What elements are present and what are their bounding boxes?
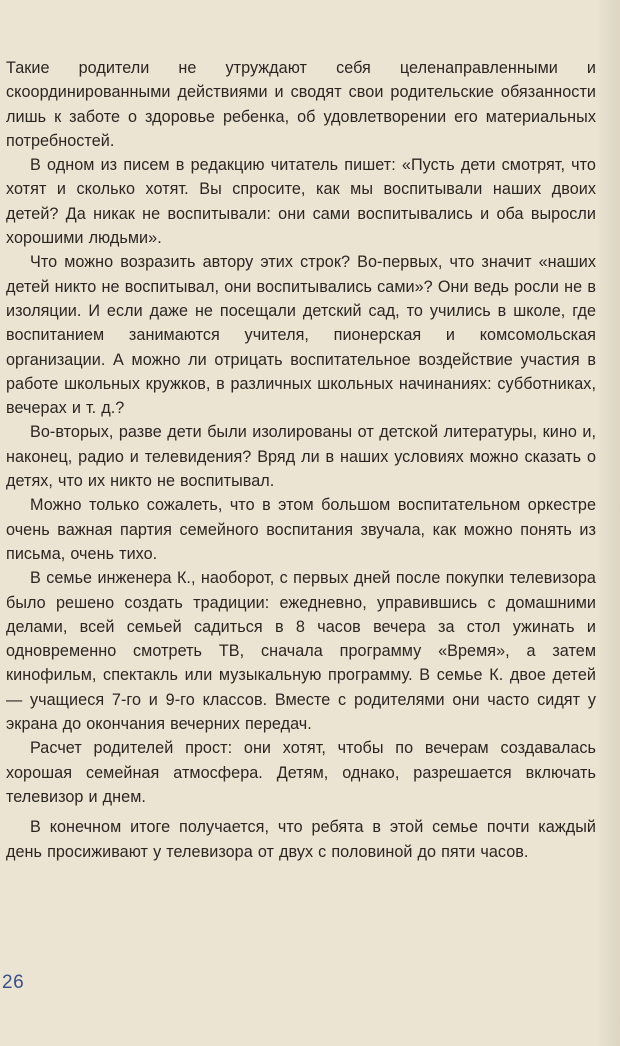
- paragraph-7: Расчет родителей прост: они хотят, чтобы по вечерам создавалась хорошая семейная атмосфера. Детям, однако, разрешается включать телевизор и днем.: [6, 739, 596, 806]
- body-text: [6, 56, 596, 864]
- page-number: 26: [2, 972, 25, 993]
- paragraph-8: В конечном итоге получается, что ребята в этой семье почти каждый день просиживают у телевизора от двух с половиной до пяти часов.: [6, 818, 596, 861]
- paragraph-6: В семье инженера К., наоборот, с первых дней после покупки телевизора было решено создать традиции: ежедневно, управившись с домашними делами, всей семьей садиться в 8 часов вечера за стол ужинать и одновременно смотреть ТВ, сначала программу «Время», а затем кинофильм, спектакль или музыкальную программу. В семье К. двое детей — учащиеся 7-го и 9-го классов. Вместе с родителями они часто сидят у экрана до окончания вечерних передач.: [6, 569, 596, 734]
- paragraph-4: Во-вторых, разве дети были изолированы от детской литературы, кино и, наконец, радио и телевидения? Вряд ли в наших условиях можно сказать о детях, что их никто не воспитывал.: [6, 423, 596, 491]
- paragraph-5: Можно только сожалеть, что в этом большом воспитательном оркестре очень важная партия семейного воспитания звучала, как можно понять из письма, очень тихо.: [6, 496, 596, 563]
- paragraph-1: Такие родители не утруждают себя целенаправленными и скоординированными действиями и сводят свои родительские обязанности лишь к заботе о здоровье ребенка, об удовлетворении его материальных потребностей.: [6, 59, 596, 150]
- paragraph-2: В одном из писем в редакцию читатель пишет: «Пусть дети смотрят, что хотят и сколько хотят. Вы спросите, как мы воспитывали наших двоих детей? Да никак не воспитывали: они сами воспитывались и оба выросли хорошими людьми».: [6, 156, 596, 248]
- paragraph-3: Что можно возразить автору этих строк? Во-первых, что значит «наших детей никто не воспитывал, они воспитывались сами»? Они ведь росли не в изоляции. И если даже не посещали детский сад, то учились в школе, где воспитанием занимаются учителя, пионерская и комсомольская организации. А можно ли отрицать воспитательное воздействие участия в работе школьных кружков, в различных школьных начинаниях: субботниках, вечерах и т. д.?: [6, 253, 596, 418]
